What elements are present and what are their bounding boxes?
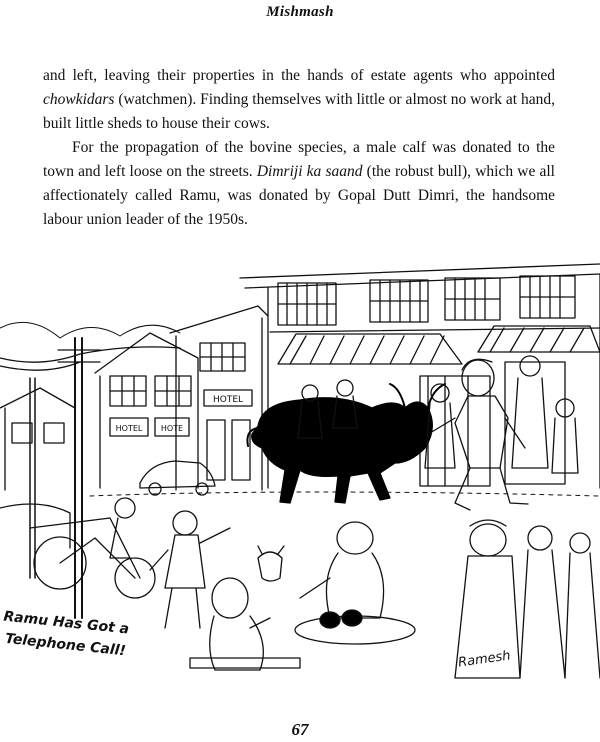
paragraph-1-text-a: and left, leaving their properties in the hands of estate agents who appointed <box>43 67 555 84</box>
running-header: Mishmash <box>266 4 334 20</box>
caption-line-1: Ramu Has Got a <box>2 608 130 638</box>
paragraph-1-text-b: (watchmen). Finding themselves with little or almost no work at hand, built little sheds to house their cows. <box>43 91 555 132</box>
vendor <box>295 522 415 644</box>
hotel-sign-3: HOTE <box>160 424 184 433</box>
dog <box>258 546 284 581</box>
paragraph-1 <box>43 64 555 136</box>
page-number: 67 <box>291 720 309 739</box>
car <box>140 461 215 495</box>
seated-man <box>190 578 300 670</box>
buildings-far-left <box>0 388 75 490</box>
rickshaw <box>0 498 155 598</box>
caption-line-2: Telephone Call! <box>4 630 127 660</box>
telegraph-poles <box>0 338 180 618</box>
paragraph-2 <box>43 136 555 232</box>
body-text <box>43 64 555 232</box>
hotel-sign-1: HOTEL <box>212 395 244 405</box>
bull <box>247 384 445 503</box>
boy-foreground <box>150 511 230 628</box>
artist-signature: Ramesh <box>457 648 512 671</box>
building-left <box>95 333 198 488</box>
paragraph-2-text-b: (the robust bull), which we all affectionately called Ramu, was donated by Gopal Dutt Dimri, the handsome labour union leader of the 1950s. <box>43 163 555 228</box>
paragraph-2-italic: Dimriji ka saand <box>256 163 363 180</box>
paragraph-1-italic: chowkidars <box>43 91 115 108</box>
hotel-sign-2: HOTEL <box>115 424 143 433</box>
paragraph-2-text-a: For the propagation of the bovine species, a male calf was donated to the town and left loose on the streets. <box>43 139 555 180</box>
